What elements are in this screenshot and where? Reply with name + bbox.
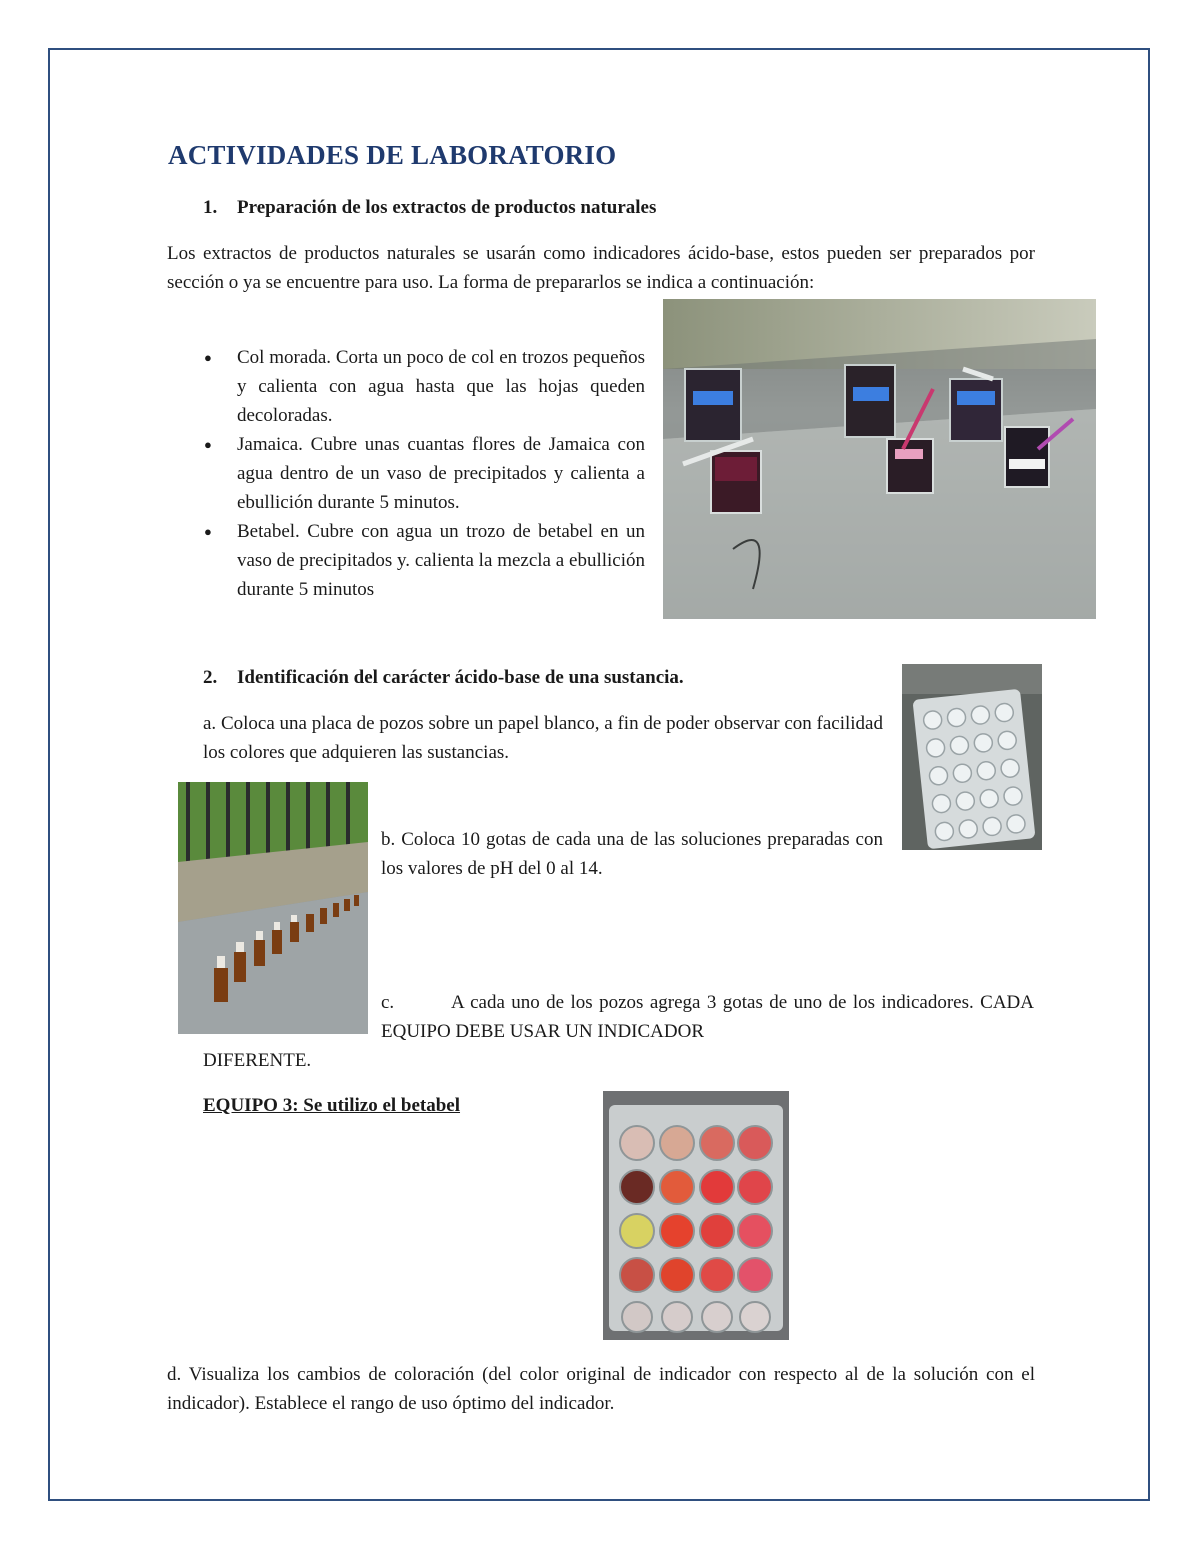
team-note: EQUIPO 3: Se utilizo el betabel [203,1095,461,1116]
section1-intro: Los extractos de productos naturales se usarán como indicadores ácido-base, estos pueden ser preparados por sección o ya se encuentre para uso. La forma de prepararlos se indica a continuación: [167,243,1035,293]
section1-number: 1. [203,197,218,218]
step-a: a. Coloca una placa de pozos sobre un papel blanco, a fin de poder observar con facilidad los colores que adquieren las sustancias. [203,713,883,763]
step-c-text: A cada uno de los pozos agrega 3 gotas de uno de los indicadores. CADA EQUIPO DEBE USAR UN INDICADOR [381,992,1034,1042]
section2-heading [203,667,684,689]
section2-number: 2. [203,667,218,688]
section1-list [237,343,645,604]
list-item: ● Betabel. Cubre con agua un trozo de betabel en un vaso de precipitados y. calienta la mezcla a ebullición durante 5 minutos [237,517,645,604]
photo-beakers [663,299,1096,619]
section1-heading [203,197,656,219]
step-d: d. Visualiza los cambios de coloración (del color original de indicador con respecto al de la solución con el indicador). Establece el rango de uso óptimo del indicador. [167,1364,1035,1414]
section2-heading-text: Identificación del carácter ácido-base de una sustancia. [237,667,684,688]
step-c-end: DIFERENTE. [203,1050,312,1071]
photo-bottles [178,782,368,1034]
step-b: b. Coloca 10 gotas de cada una de las soluciones preparadas con los valores de pH del 0 al 14. [381,829,883,879]
list-item: ● Jamaica. Cubre unas cuantas flores de Jamaica con agua dentro de un vaso de precipitados y calienta a ebullición durante 5 minutos. [237,430,645,517]
section1-heading-text: Preparación de los extractos de productos naturales [237,197,657,218]
step-c-label: c. [381,992,395,1013]
photo-well-plate [902,664,1042,850]
photo-betabel-results [603,1091,789,1340]
page-title: ACTIVIDADES DE LABORATORIO [168,140,617,170]
list-item: ● Col morada. Corta un poco de col en trozos pequeños y calienta con agua hasta que las hojas queden decoloradas. [237,343,645,430]
